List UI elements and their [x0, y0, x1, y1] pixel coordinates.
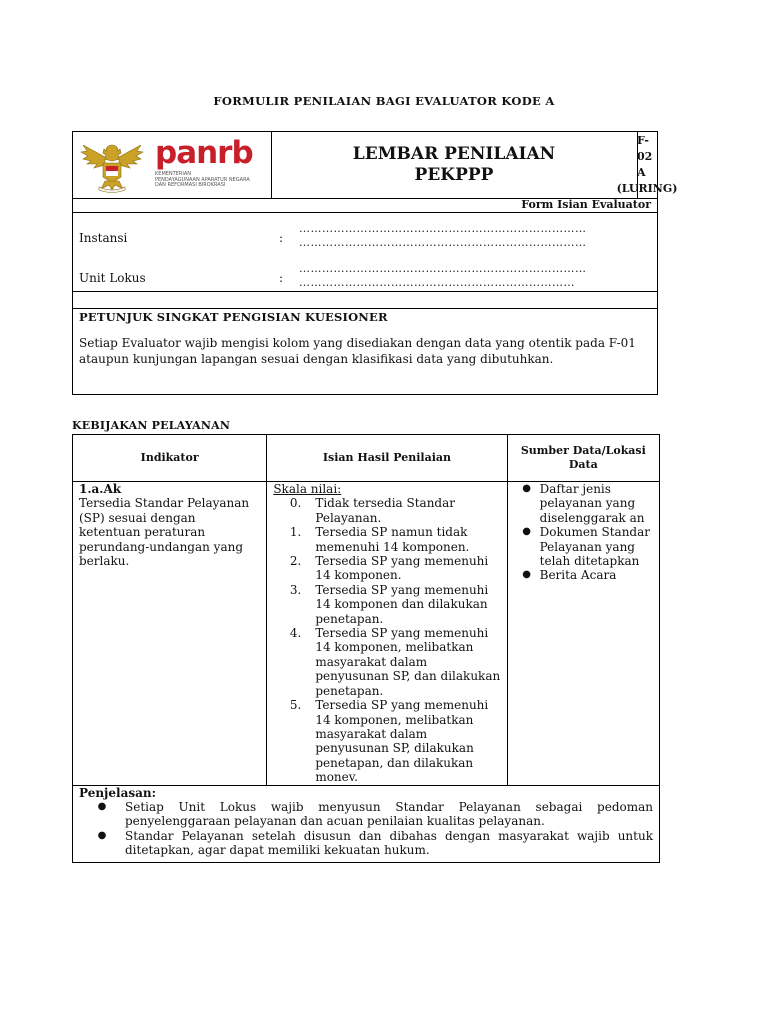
bullet-icon: ● [97, 829, 107, 841]
scale-item-num: 3. [289, 582, 302, 597]
explanation-item [79, 829, 653, 858]
scale-item-num: 2. [289, 554, 302, 569]
source-cell [507, 482, 659, 786]
caption-line-2: PENDAYAGUNAAN APARATUR NEGARA [155, 176, 250, 183]
field-instansi-dots-2: ………………………………………………………………… [299, 236, 587, 249]
scale-item-text: Tidak tersedia Standar Pelayanan. [315, 496, 455, 525]
form-code-line-2: (LURING) [616, 182, 678, 195]
sheet-title-line-1: LEMBAR PENILAIAN [352, 144, 556, 164]
logo-cell [73, 132, 272, 198]
scale-item-num: 5. [289, 698, 302, 713]
source-list [514, 482, 653, 583]
bullet-icon: ● [522, 526, 531, 538]
header-isian: Isian Hasil Penilaian [267, 435, 507, 482]
assessment-table [72, 434, 660, 863]
scale-item-num: 1. [289, 525, 302, 540]
header-indikator: Indikator [73, 435, 267, 482]
scale-item-text: Tersedia SP namun tidak memenuhi 14 komponen. [315, 525, 470, 554]
scale-item-text: Tersedia SP yang memenuhi 14 komponen, melibatkan masyarakat dalam penyusunan SP, dan dilakukan penetapan. [315, 626, 501, 698]
source-item [514, 482, 653, 525]
bullet-icon: ● [522, 483, 531, 494]
scale-item-num: 4. [289, 626, 302, 641]
panrb-caption [155, 172, 253, 189]
field-instansi-colon: : [279, 231, 284, 245]
header-top-row [73, 132, 678, 199]
explanation-cell [73, 785, 660, 862]
scale-item-text: Tersedia SP yang memenuhi 14 komponen. [315, 554, 489, 583]
field-instansi-input[interactable] [299, 222, 647, 250]
field-unit-lokus-dots-1: ………………………………………………………………… [299, 262, 587, 275]
indicator-text: Tersedia Standar Pelayanan (SP) sesuai dengan ketentuan peraturan perundang-undangan yang berlaku. [79, 496, 250, 569]
scale-item-text: Tersedia SP yang memenuhi 14 komponen, melibatkan masyarakat dalam penyusunan SP, dilakukan penetapan, dan dilakukan monev. [315, 698, 489, 785]
field-unit-lokus-label: Unit Lokus [79, 271, 146, 285]
section-title: KEBIJAKAN PELAYANAN [72, 419, 231, 432]
identity-fields [73, 213, 657, 292]
scale-item-1[interactable] [273, 525, 500, 554]
sheet-title-line-2: PEKPPP [414, 165, 494, 185]
field-unit-lokus-input[interactable] [299, 262, 647, 290]
scale-cell[interactable] [267, 482, 507, 786]
table-row [73, 482, 660, 786]
scale-item-4[interactable] [273, 626, 500, 698]
sheet-title [271, 132, 638, 198]
instructions-title: PETUNJUK SINGKAT PENGISIAN KUESIONER [79, 310, 388, 324]
scale-item-2[interactable] [273, 554, 500, 583]
indicator-code: 1.a.Ak [79, 482, 122, 496]
explanation-text: Setiap Unit Lokus wajib menyusun Standar Pelayanan sebagai pedoman penyelenggaraan pelayanan dan acuan penilaian kualitas pelayanan. [125, 799, 653, 829]
source-item [514, 525, 653, 568]
caption-line-3: DAN REFORMASI BIROKRASI [155, 182, 226, 188]
scale-item-3[interactable] [273, 583, 500, 626]
scale-item-num: 0. [289, 496, 302, 511]
form-code [616, 132, 678, 198]
source-item [514, 568, 653, 582]
table-header-row [73, 435, 660, 482]
source-text: Dokumen Standar Pelayanan yang telah ditetapkan [539, 525, 651, 569]
bullet-icon: ● [97, 800, 107, 812]
scale-label: Skala nilai: [273, 482, 342, 496]
spacer-row [73, 292, 657, 309]
explanation-list [79, 800, 653, 858]
source-text: Berita Acara [539, 568, 617, 583]
panrb-wordmark-text: panrb [155, 135, 253, 171]
scale-item-0[interactable] [273, 496, 500, 525]
explanation-title: Penjelasan: [79, 785, 157, 800]
field-unit-lokus-colon: : [279, 271, 284, 285]
page-title: FORMULIR PENILAIAN BAGI EVALUATOR KODE A [213, 94, 555, 108]
garuda-emblem-icon [79, 137, 145, 195]
panrb-logo [155, 136, 253, 189]
bullet-icon: ● [522, 569, 531, 581]
instructions-body: Setiap Evaluator wajib mengisi kolom yang disediakan dengan data yang otentik pada F-01 ataupun kunjungan lapangan sesuai dengan klasifikasi data yang dibutuhkan. [79, 336, 636, 366]
scale-item-text: Tersedia SP yang memenuhi 14 komponen dan dilakukan penetapan. [315, 582, 489, 626]
form-type-label: Form Isian Evaluator [521, 198, 651, 211]
form-code-line-1: F-02 A [637, 134, 653, 179]
source-text: Daftar jenis pelayanan yang diselenggarak an [539, 482, 645, 525]
field-unit-lokus-dots-2: ……………………………………………………………… [299, 276, 575, 289]
form-type-row [73, 198, 657, 213]
caption-line-1: KEMENTERIAN [155, 171, 191, 177]
scale-list [273, 496, 500, 784]
field-instansi-dots-1: ………………………………………………………………… [299, 222, 587, 235]
field-instansi-label: Instansi [79, 231, 128, 245]
form-header [72, 131, 678, 395]
header-sumber-data: Sumber Data/Lokasi Data [507, 435, 659, 482]
instructions [73, 309, 657, 395]
explanation-row [73, 785, 660, 862]
explanation-item [79, 800, 653, 829]
explanation-text: Standar Pelayanan setelah disusun dan dibahas dengan masyarakat wajib untuk ditetapkan, agar dapat memiliki kekuatan hukum. [125, 828, 653, 858]
indicator-cell [73, 482, 267, 786]
scale-item-5[interactable] [273, 698, 500, 784]
panrb-wordmark [155, 136, 253, 170]
